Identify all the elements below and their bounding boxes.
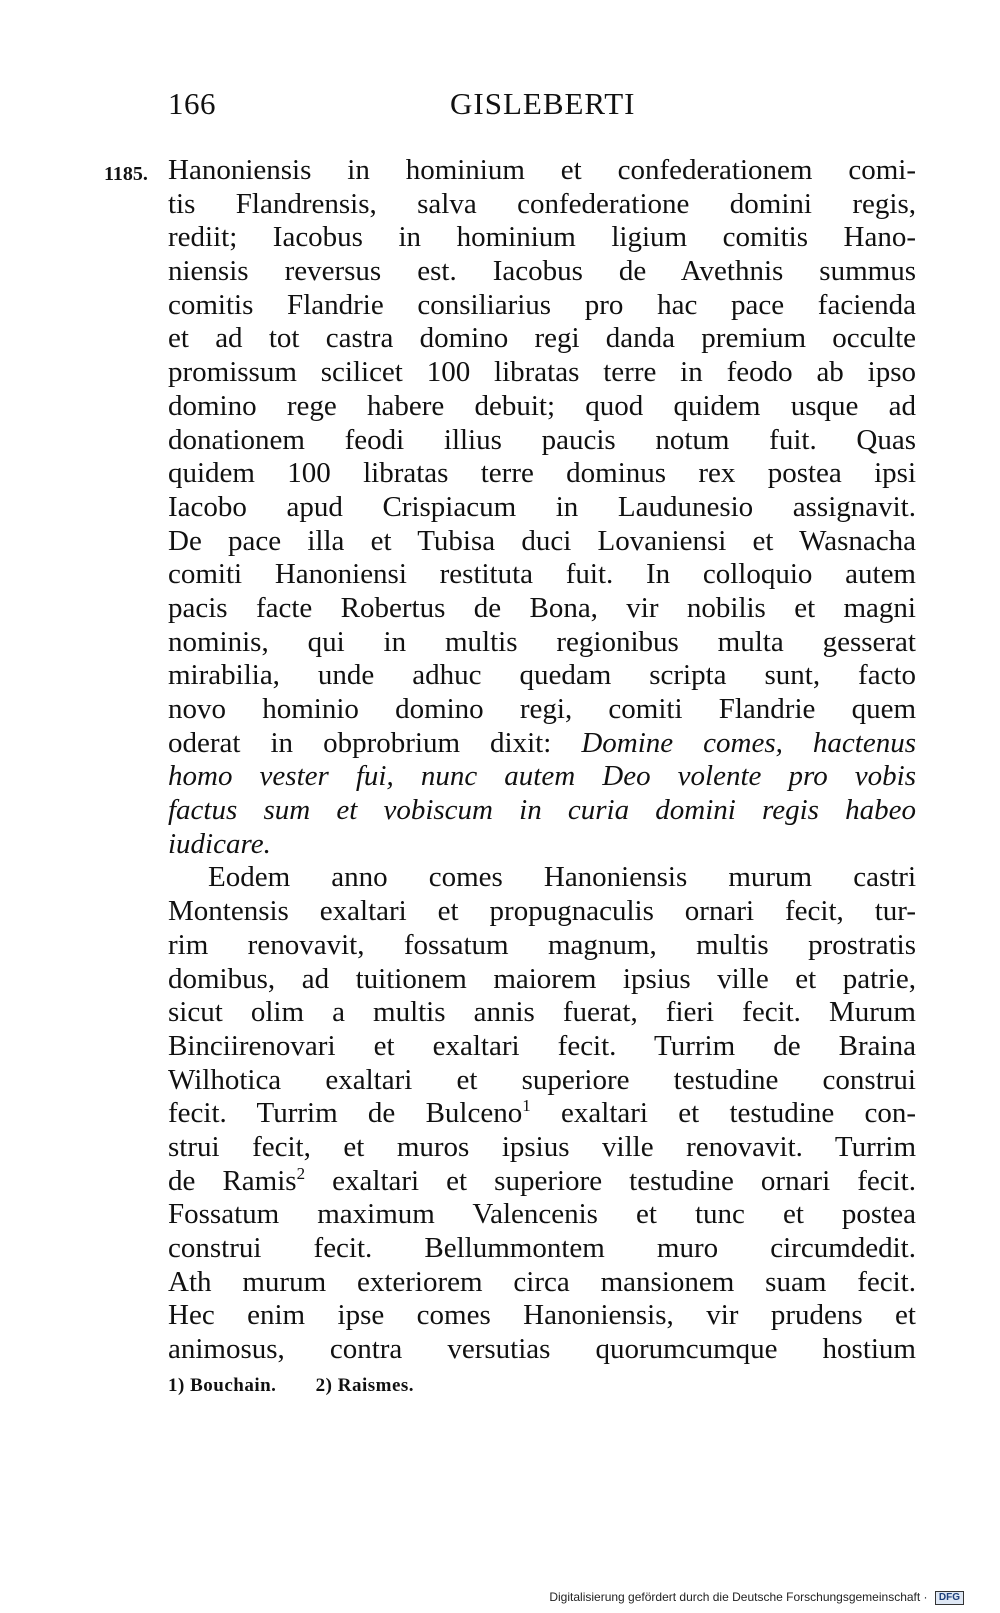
- text-line: Wilhotica exaltari et superiore testudine construi: [168, 1063, 916, 1096]
- margin-year: 1185.: [104, 163, 148, 185]
- footnotes: [168, 1373, 448, 1399]
- text-line: niensis reversus est. Iacobus de Avethnis summus: [168, 255, 916, 288]
- text-line: donationem feodi illius paucis notum fuit. Quas: [168, 423, 916, 456]
- text-line: animosus, contra versutias quorumcumque hostium: [168, 1333, 916, 1366]
- text-line: Iacobo apud Crispiacum in Laudunesio assignavit.: [168, 490, 916, 523]
- text-segment: exaltari et superiore testudine ornari fecit.: [332, 1164, 916, 1197]
- text-line: novo hominio domino regi, comiti Flandrie quem: [168, 693, 916, 725]
- footnote-reference: 1: [522, 1096, 531, 1116]
- quote-text: Domine comes, hactenus: [581, 726, 917, 759]
- text-line: promissum scilicet 100 libratas terre in feodo ab ipso: [168, 356, 916, 389]
- text-line: De pace illa et Tubisa duci Lovaniensi et Wasnacha: [168, 524, 916, 557]
- text-line: rediit; Iacobus in hominium ligium comitis Hano-: [168, 221, 916, 254]
- quote-line: iudicare.: [168, 827, 271, 860]
- page-number: 166: [168, 86, 216, 121]
- text-line: domibus, ad tuitionem maiorem ipsius ville et patrie,: [168, 962, 916, 995]
- quote-line: factus sum et vobiscum in curia domini regis habeo: [168, 794, 916, 827]
- text-line: quidem 100 libratas terre dominus rex postea ipsi: [168, 457, 916, 490]
- text-line: construi fecit. Bellummontem muro circumdedit.: [168, 1232, 916, 1264]
- text-line: Hanoniensis in hominium et confederationem comi-: [168, 154, 916, 186]
- text-line: comitis Flandrie consiliarius pro hac pace facienda: [168, 288, 916, 321]
- footnote-reference: 2: [296, 1163, 306, 1183]
- dfg-logo: DFG: [935, 1591, 964, 1605]
- text-line: pacis facte Robertus de Bona, vir nobilis et magni: [168, 591, 916, 624]
- text-line: domino rege habere debuit; quod quidem usque ad: [168, 389, 916, 422]
- footnote-2: 2) Raismes.: [315, 1375, 415, 1396]
- running-head: [168, 84, 930, 124]
- quote-intro: oderat in obprobrium dixit:: [168, 726, 552, 759]
- text-segment: fecit. Turrim de Bulceno: [168, 1097, 523, 1130]
- text-segment: exaltari et testudine con-: [561, 1097, 917, 1130]
- body-text: [168, 154, 916, 1367]
- text-line: Binciirenovari et exaltari fecit. Turrim de Braina: [168, 1029, 916, 1062]
- text-line: comiti Hanoniensi restituta fuit. In colloquio autem: [168, 558, 916, 591]
- text-line: nominis, qui in multis regionibus multa gesserat: [168, 625, 916, 658]
- text-line: Hec enim ipse comes Hanoniensis, vir prudens et: [168, 1299, 916, 1332]
- digitization-text: Digitalisierung gefördert durch die Deutsche Forschungsgemeinschaft ·: [549, 1590, 928, 1604]
- text-line-with-footnote: [168, 1097, 916, 1131]
- text-line: et ad tot castra domino regi danda premium occulte: [168, 322, 916, 355]
- running-title: GISLEBERTI: [450, 86, 636, 121]
- text-line: strui fecit, et muros ipsius ville renovavit. Turrim: [168, 1130, 916, 1163]
- text-segment: de Ramis: [168, 1164, 297, 1197]
- text-line: rim renovavit, fossatum magnum, multis prostratis: [168, 928, 916, 961]
- paragraph-start-line: Eodem anno comes Hanoniensis murum castri: [208, 861, 916, 894]
- text-line: mirabilia, unde adhuc quedam scripta sunt, facto: [168, 659, 916, 692]
- quote-line: homo vester fui, nunc autem Deo volente pro vobis: [168, 760, 916, 793]
- footnote-1: 1) Bouchain.: [168, 1375, 277, 1396]
- text-line: Montensis exaltari et propugnaculis ornari fecit, tur-: [168, 895, 916, 928]
- digitization-credit: [549, 1589, 964, 1605]
- text-line: Ath murum exteriorem circa mansionem suam fecit.: [168, 1265, 916, 1298]
- text-line-with-footnote: [168, 1165, 916, 1199]
- text-line: Fossatum maximum Valencenis et tunc et postea: [168, 1198, 916, 1231]
- text-line: tis Flandrensis, salva confederatione domini regis,: [168, 187, 916, 220]
- text-line: sicut olim a multis annis fuerat, fieri fecit. Murum: [168, 996, 916, 1029]
- text-line-with-quote: [168, 727, 916, 761]
